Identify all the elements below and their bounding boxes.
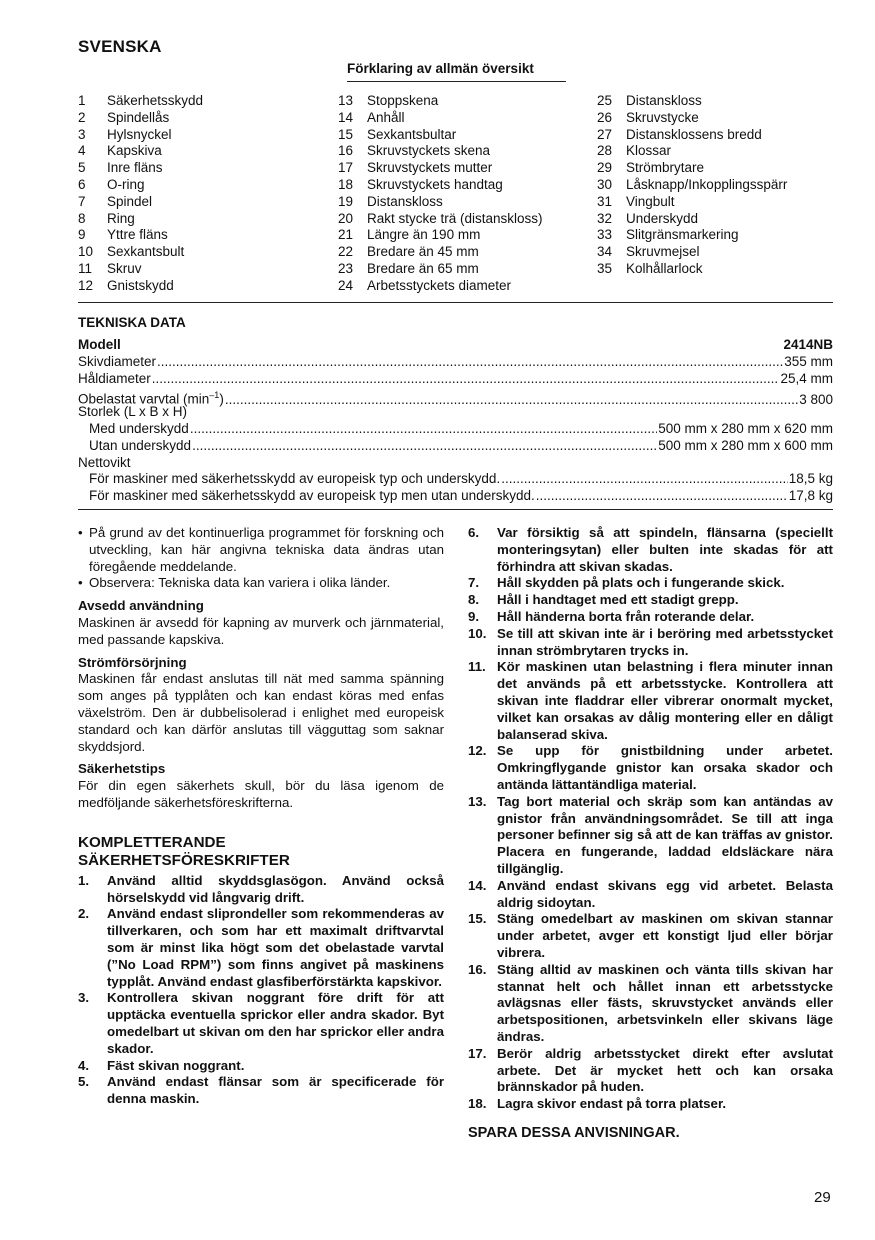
- overview-item-number: 4: [78, 143, 86, 159]
- leader-dots: [225, 392, 798, 409]
- overview-item: [78, 227, 203, 244]
- overview-item: [597, 160, 787, 177]
- overview-item-label: Skruvstyckets mutter: [367, 160, 493, 176]
- overview-item-label: Spindellås: [107, 109, 170, 125]
- safety-rule: [468, 743, 833, 793]
- overview-item-label: Säkerhetsskydd: [107, 93, 204, 108]
- overview-item-number: 26: [597, 109, 613, 125]
- overview-item: [338, 211, 543, 228]
- overview-item-number: 20: [338, 210, 354, 226]
- overview-item: [78, 261, 203, 278]
- overview-item-number: 23: [338, 260, 354, 276]
- weight2-label: För maskiner med säkerhetsskydd av europeisk typ men utan underskydd.: [89, 488, 535, 504]
- overview-item-number: 11: [78, 260, 93, 276]
- overview-item-number: 29: [597, 160, 613, 176]
- overview-item-number: 24: [338, 277, 354, 293]
- overview-item-label: Hylsnyckel: [107, 126, 172, 142]
- overview-item: [597, 261, 787, 278]
- overview-item-label: Spindel: [107, 193, 153, 209]
- overview-item-label: Vingbult: [626, 193, 675, 209]
- safety-rule: [78, 873, 444, 907]
- overview-item-label: Kolhållarlock: [626, 260, 703, 276]
- safety-rule-number: 10.: [468, 625, 487, 641]
- weight1-label: För maskiner med säkerhetsskydd av europeisk typ och underskydd.: [89, 471, 501, 487]
- model-label: Modell: [78, 337, 121, 352]
- overview-item: [78, 110, 203, 127]
- safety-rule-text: Se upp för gnistbildning under arbetet. Omkringflygande gnistor kan orsaka skador och antända lättantändliga material.: [497, 743, 833, 792]
- overview-item-number: 9: [78, 227, 86, 243]
- safety-rule-number: 8.: [468, 592, 480, 608]
- weight1-value: 18,5 kg: [788, 471, 833, 487]
- overview-item: [597, 227, 787, 244]
- safety-tips-heading: Säkerhetstips: [78, 761, 166, 777]
- overview-item-label: Kapskiva: [107, 143, 162, 159]
- safety-rule: [78, 1058, 444, 1075]
- size-without-value: 500 mm x 280 mm x 600 mm: [658, 437, 833, 453]
- safety-rule-number: 18.: [468, 1096, 487, 1112]
- safety-rule-text: Kontrollera skivan noggrant före drift för att upptäcka eventuella sprickor eller andra skador. Byt omedelbart ut skivan om den har sprickor eller andra skador.: [107, 990, 444, 1056]
- overview-item: [597, 93, 787, 110]
- left-column: [78, 525, 444, 1108]
- safety-rule-text: Fäst skivan noggrant.: [107, 1057, 245, 1073]
- overview-item-label: Stoppskena: [367, 93, 439, 108]
- overview-item-label: Bredare än 45 mm: [367, 244, 479, 260]
- tech-row-weight-1: [78, 471, 833, 488]
- overview-item-label: Skruvstyckets handtag: [367, 176, 503, 192]
- overview-item-label: Distanskloss: [367, 193, 443, 209]
- overview-item-number: 2: [78, 109, 86, 125]
- overview-item-number: 31: [597, 193, 613, 209]
- safety-rule: [468, 659, 833, 743]
- overview-item: [597, 177, 787, 194]
- overview-column-1: [78, 93, 203, 295]
- overview-item: [78, 194, 203, 211]
- overview-item-number: 28: [597, 143, 613, 159]
- rules-list-left: [78, 873, 444, 1108]
- overview-item-label: Skruvstyckets skena: [367, 143, 491, 159]
- weight2-value: 17,8 kg: [788, 488, 833, 504]
- overview-item-label: Sexkantsbult: [107, 244, 185, 260]
- safety-tips-text: För din egen säkerhets skull, bör du läsa igenom de medföljande säkerhetsföreskrifterna.: [78, 778, 444, 810]
- overview-item: [597, 244, 787, 261]
- overview-item-number: 16: [338, 143, 354, 159]
- overview-item-number: 10: [78, 244, 94, 260]
- tech-data-heading: TEKNISKA DATA: [78, 315, 186, 330]
- overview-item: [338, 160, 543, 177]
- safety-rule-text: Använd endast skivans egg vid arbetet. Belasta aldrig sidoytan.: [497, 877, 833, 910]
- overview-item: [338, 177, 543, 194]
- overview-title-underline: [347, 81, 566, 82]
- bullet-icon: •: [78, 575, 83, 591]
- tech-row-model: [78, 337, 833, 354]
- note-bullet: • Observera: Tekniska data kan variera i olika länder.: [78, 575, 391, 591]
- overview-item-label: Låsknapp/Inkopplingsspärr: [626, 176, 788, 192]
- safety-rule-text: Lagra skivor endast på torra platser.: [497, 1096, 727, 1112]
- overview-item-number: 21: [338, 227, 354, 243]
- overview-column-2: [338, 93, 543, 295]
- overview-item-label: Distansklossens bredd: [626, 126, 762, 142]
- overview-item-label: Skruv: [107, 260, 142, 276]
- divider: [78, 509, 833, 510]
- weight-label: Nettovikt: [78, 454, 131, 470]
- safety-rule: [78, 906, 444, 990]
- safety-rule: [468, 609, 833, 626]
- safety-rule-number: 4.: [78, 1057, 90, 1073]
- safety-rule: [468, 794, 833, 878]
- divider: [78, 302, 833, 303]
- safety-rule-number: 7.: [468, 575, 480, 591]
- overview-item-label: Strömbrytare: [626, 160, 705, 176]
- overview-item: [338, 143, 543, 160]
- intended-use-heading: Avsedd användning: [78, 598, 204, 614]
- safety-rule: [468, 592, 833, 609]
- safety-rule: [78, 990, 444, 1057]
- leader-dots: [152, 371, 780, 388]
- overview-item-number: 8: [78, 210, 86, 226]
- safety-rule: [78, 1074, 444, 1108]
- tech-row-disc: [78, 354, 833, 371]
- safety-rule-number: 17.: [468, 1045, 487, 1061]
- disc-label: Skivdiameter: [78, 353, 157, 369]
- disc-value: 355 mm: [784, 353, 833, 369]
- size-label: Storlek (L x B x H): [78, 404, 188, 420]
- note-bullet: • På grund av det kontinuerliga programmet för forskning och utveckling, kan här angivna tekniska data ändras utan föregående meddelande.: [78, 525, 444, 574]
- safety-rule-text: Stäng omedelbart av maskinen om skivan stannar under arbetet, avger ett konstigt ljud eller börjar vibrera.: [497, 911, 833, 960]
- safety-rule: [468, 575, 833, 592]
- overview-item: [597, 110, 787, 127]
- rules-list-right: [468, 525, 833, 1113]
- overview-item-number: 34: [597, 244, 613, 260]
- overview-item-label: O-ring: [107, 176, 145, 192]
- overview-item-label: Klossar: [626, 143, 672, 159]
- hole-value: 25,4 mm: [780, 370, 833, 386]
- safety-rule: [468, 1096, 833, 1113]
- overview-item-label: Anhåll: [367, 109, 405, 125]
- overview-item-number: 18: [338, 176, 354, 192]
- safety-rule-text: Använd alltid skyddsglasögon. Använd också hörselskydd vid långvarig drift.: [107, 872, 444, 905]
- intended-use-text: Maskinen är avsedd för kapning av murverk och järnmaterial, med passande kapskiva.: [78, 614, 444, 647]
- overview-item: [597, 127, 787, 144]
- safety-rule-number: 2.: [78, 906, 90, 922]
- overview-item-number: 6: [78, 176, 86, 192]
- leader-dots: [192, 438, 657, 455]
- overview-title: Förklaring av allmän översikt: [347, 61, 534, 76]
- size-without-label: Utan underskydd: [89, 437, 192, 453]
- overview-item-number: 12: [78, 277, 94, 293]
- overview-item: [338, 194, 543, 211]
- model-value: 2414NB: [783, 337, 833, 352]
- safety-rule-number: 6.: [468, 525, 480, 540]
- overview-item-label: Rakt stycke trä (distanskloss): [367, 210, 543, 226]
- safety-rule-number: 11.: [468, 659, 486, 675]
- overview-item-number: 5: [78, 160, 86, 176]
- page-number: 29: [814, 1189, 831, 1206]
- safety-rule-text: Kör maskinen utan belastning i flera minuter innan det används på ett arbetsstycke. Kontrollera att skivan inte fladdrar eller vibrerar onormalt mycket, vilket kan orsakas av dålig montering eller en dåligt balanserad skiva.: [497, 659, 833, 742]
- overview-item: [78, 160, 203, 177]
- safety-rule-text: Använd endast sliprondeller som rekommenderas av tillverkaren, och som har ett maximalt driftvarvtal som är minst lika högt som det obelastade varvtal (”No Load RPM”) som finns angivet på maskinens typplåt. Använd endast glasfiberförstärkta kapskivor.: [107, 906, 444, 989]
- safety-rule-text: Håll i handtaget med ett stadigt grepp.: [497, 592, 739, 608]
- overview-item-label: Gnistskydd: [107, 277, 174, 293]
- overview-item-label: Skruvstycke: [626, 109, 699, 125]
- overview-item-number: 13: [338, 93, 354, 108]
- safety-rule-text: Använd endast flänsar som är specificerade för denna maskin.: [107, 1074, 444, 1107]
- overview-item-label: Slitgränsmarkering: [626, 227, 739, 243]
- safety-rule-number: 15.: [468, 911, 487, 927]
- hole-label: Håldiameter: [78, 370, 151, 386]
- overview-item: [338, 93, 543, 110]
- leader-dots: [501, 471, 788, 488]
- safety-rule-number: 5.: [78, 1074, 90, 1090]
- power-supply-heading: Strömförsörjning: [78, 654, 187, 670]
- overview-item: [597, 143, 787, 160]
- right-column: [468, 525, 833, 1142]
- leader-dots: [536, 488, 788, 505]
- overview-item-label: Bredare än 65 mm: [367, 260, 479, 276]
- overview-item-label: Sexkantsbultar: [367, 126, 457, 142]
- safety-rule-text: Håll händerna borta från roterande delar.: [497, 608, 755, 624]
- safety-rule: [468, 878, 833, 912]
- overview-item: [338, 278, 543, 295]
- overview-item-label: Ring: [107, 210, 135, 226]
- overview-item-number: 25: [597, 93, 613, 108]
- safety-rule: [468, 626, 833, 660]
- tech-row-weight: [78, 455, 833, 472]
- tech-row-weight-2: [78, 488, 833, 505]
- safety-rule-number: 1.: [78, 872, 90, 888]
- safety-rule-text: Tag bort material och skräp som kan antändas av gnistor från användningsområdet. Se till att inga personer befinner sig så att de kan träffas av gnistor. Placera en fungerande, laddad eldsläckare nära tillgänglig.: [497, 793, 833, 876]
- overview-item-label: Skruvmejsel: [626, 244, 700, 260]
- overview-item: [78, 127, 203, 144]
- overview-item: [597, 211, 787, 228]
- overview-item-label: Inre fläns: [107, 160, 163, 176]
- safety-rule-number: 14.: [468, 877, 487, 893]
- overview-item-label: Arbetsstyckets diameter: [367, 277, 512, 293]
- overview-item-label: Yttre fläns: [107, 227, 168, 243]
- safety-rule-number: 13.: [468, 793, 487, 809]
- overview-item: [78, 143, 203, 160]
- overview-item-number: 30: [597, 176, 613, 192]
- tech-row-speed: [78, 387, 833, 407]
- safety-rule: [468, 525, 833, 575]
- size-with-value: 500 mm x 280 mm x 620 mm: [658, 420, 833, 436]
- overview-column-3: [597, 93, 787, 278]
- overview-item-number: 17: [338, 160, 354, 176]
- speed-value: 3 800: [799, 391, 833, 407]
- bullet-icon: •: [78, 525, 83, 540]
- safety-rule-number: 9.: [468, 608, 480, 624]
- overview-item-number: 27: [597, 126, 613, 142]
- overview-item: [338, 244, 543, 261]
- safety-rule: [468, 911, 833, 961]
- safety-rule: [468, 962, 833, 1046]
- overview-item-number: 22: [338, 244, 354, 260]
- overview-item-number: 35: [597, 260, 613, 276]
- safety-rule-text: Berör aldrig arbetsstycket direkt efter avslutat arbete. Det är mycket hett och kan orsaka brännskador på huden.: [497, 1045, 833, 1095]
- tech-row-size-without: [78, 438, 833, 455]
- overview-item-number: 14: [338, 109, 354, 125]
- overview-item-label: Längre än 190 mm: [367, 227, 481, 243]
- safety-rule: [468, 1046, 833, 1096]
- overview-item: [338, 127, 543, 144]
- leader-dots: [157, 354, 783, 371]
- overview-item-number: 7: [78, 193, 86, 209]
- overview-item-number: 3: [78, 126, 86, 142]
- overview-item-number: 1: [78, 93, 86, 108]
- overview-item: [338, 227, 543, 244]
- safety-rule-text: Se till att skivan inte är i beröring med arbetsstycket innan strömbrytaren trycks in.: [497, 625, 833, 658]
- overview-item-number: 19: [338, 193, 354, 209]
- size-with-label: Med underskydd: [89, 420, 189, 436]
- overview-item: [78, 244, 203, 261]
- overview-item: [78, 177, 203, 194]
- overview-item-label: Distanskloss: [626, 93, 702, 108]
- safety-rule-text: Stäng alltid av maskinen och vänta tills skivan har stannat helt och hållet innan ett arbetsstycke avlägsnas eller fästs, skruvstycket används eller arbetspositionen, arbetsvinkeln eller skivans läge ändras.: [497, 961, 833, 1044]
- language-heading: SVENSKA: [78, 37, 162, 56]
- save-instructions: SPARA DESSA ANVISNINGAR.: [468, 1124, 680, 1141]
- tech-row-hole: [78, 371, 833, 388]
- rules-heading: KOMPLETTERANDE SÄKERHETSFÖRESKRIFTER: [78, 833, 290, 870]
- safety-rule-number: 12.: [468, 743, 487, 759]
- safety-rule-text: Var försiktig så att spindeln, flänsarna (speciellt monteringsytan) eller bulten inte skadas för att förhindra att skivan skadas.: [497, 525, 833, 574]
- overview-item-number: 33: [597, 227, 613, 243]
- safety-rule-text: Håll skydden på plats och i fungerande skick.: [497, 575, 785, 591]
- leader-dots: [190, 421, 657, 438]
- safety-rule-number: 3.: [78, 990, 90, 1006]
- overview-item: [338, 110, 543, 127]
- safety-rule-number: 16.: [468, 961, 487, 977]
- tech-row-size-with: [78, 421, 833, 438]
- overview-item: [78, 211, 203, 228]
- overview-item: [78, 93, 203, 110]
- overview-item: [597, 194, 787, 211]
- overview-item-number: 32: [597, 210, 613, 226]
- tech-data-table: [78, 337, 833, 505]
- overview-item: [78, 278, 203, 295]
- overview-item: [338, 261, 543, 278]
- overview-item-label: Underskydd: [626, 210, 699, 226]
- power-supply-text: Maskinen får endast anslutas till nät med samma spänning som anges på typplåten och kan endast köras med enfas växelström. Den är dubbelisolerad i enlighet med europeisk standard och kan därför anslutas till vägguttag som saknar skyddsjord.: [78, 671, 444, 754]
- speed-label: Obelastat varvtal $(\min^{-1})$: [78, 390, 224, 407]
- overview-item-number: 15: [338, 126, 354, 142]
